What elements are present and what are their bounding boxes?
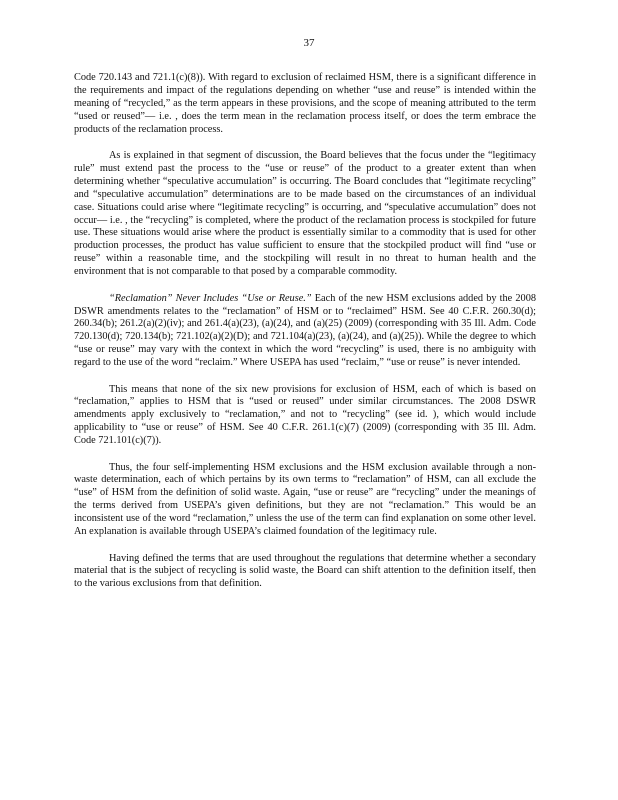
paragraph-continuation: Code 720.143 and 721.1(c)(8)). With regard to exclusion of reclaimed HSM, there is a significant difference in the requirements and impact of the regulations depending on whether “use and reuse” is intended within the meaning of “recycled,” as the term appears in these provisions, and the scope of meaning attributed to the term “used or reused”— i.e. , does the term mean in the reclamation process itself, or does the term embrace the products of the reclamation process.	[74, 72, 536, 135]
paragraph-legitimacy-rule: As is explained in that segment of discussion, the Board believes that the focus under the “legitimacy rule” must extend past the process to the “use or reuse” of the product to a greater extent than when determining whether “speculative accumulation” is occurring. The Board concludes that “legitimate recycling” and “speculative accumulation” determinations are to be made based on the circumstances of an individual case. Situations could arise where “legitimate recycling” is occurring, and “speculative accumulation” does not occur— i.e. , the “recycling” is completed, where the product of the reclamation process is stockpiled for future use. These situations would arise where the product is essentially similar to a commodity that is used for other production processes, the product has value sufficient to ensure that the stockpiled product will find “use or reuse” within a reasonable time, and the stockpiling will result in no threat to human health and the environment that is not comparable to that posed by a comparable commodity.	[74, 150, 536, 278]
page-number: 37	[303, 37, 315, 49]
paragraph-six-provisions: This means that none of the six new provisions for exclusion of HSM, each of which is based on “reclamation,” applies to HSM that is “used or reused” under similar circumstances. The 2008 DSWR amendments apply exclusively to “reclamation,” and not to “recycling” (see id. ), which would include applicability to “use or reuse” of HSM. See 40 C.F.R. 261.1(c)(7) (2009) (corresponding with 35 Ill. Adm. Code 721.101(c)(7)).	[74, 383, 536, 447]
paragraph-four-exclusions: Thus, the four self-implementing HSM exclusions and the HSM exclusion available through a non-waste determination, each of which pertains by its own terms to “reclamation” of HSM, can all exclude the “use” of HSM from the definition of solid waste. Again, “use or reuse” are “recycling” under the meanings of the terms derived from USEPA’s given definitions, but they are not “reclamation.” This would be an inconsistent use of the word “reclamation,” unless the use of the term can find explanation on some other level. An explanation is available through USEPA’s claimed foundation of the legitimacy rule.	[74, 461, 536, 538]
document-body	[74, 72, 536, 605]
paragraph-reclamation	[74, 293, 536, 370]
paragraph-closing: Having defined the terms that are used throughout the regulations that determine whether a secondary material that is the subject of recycling is solid waste, the Board can shift attention to the definition itself, then to the various exclusions from that definition.	[74, 552, 536, 590]
paragraph-reclamation-body: Each of the new HSM exclusions added by the 2008 DSWR amendments relates to the “reclamation” of HSM or to “reclaimed” HSM. See 40 C.F.R. 260.30(d); 260.34(b); 261.2(a)(2)(iv); and 261.4(a)(23), (a)(24), and (a)(25) (2009) (corresponding with 35 Ill. Adm. Code 720.130(d); 720.134(b); 721.102(a)(2)(D); and 721.104(a)(23), (a)(24), and (a)(25)). While the degree to which “use or reuse” may vary with the context in which the word “recycling” is used, there is no ambiguity with regard to the use of the word “reclaim.” Where USEPA has used “reclaim,” “use or reuse” is never intended.	[74, 292, 537, 369]
section-heading: “Reclamation” Never Includes “Use or Reuse.”	[109, 292, 312, 304]
